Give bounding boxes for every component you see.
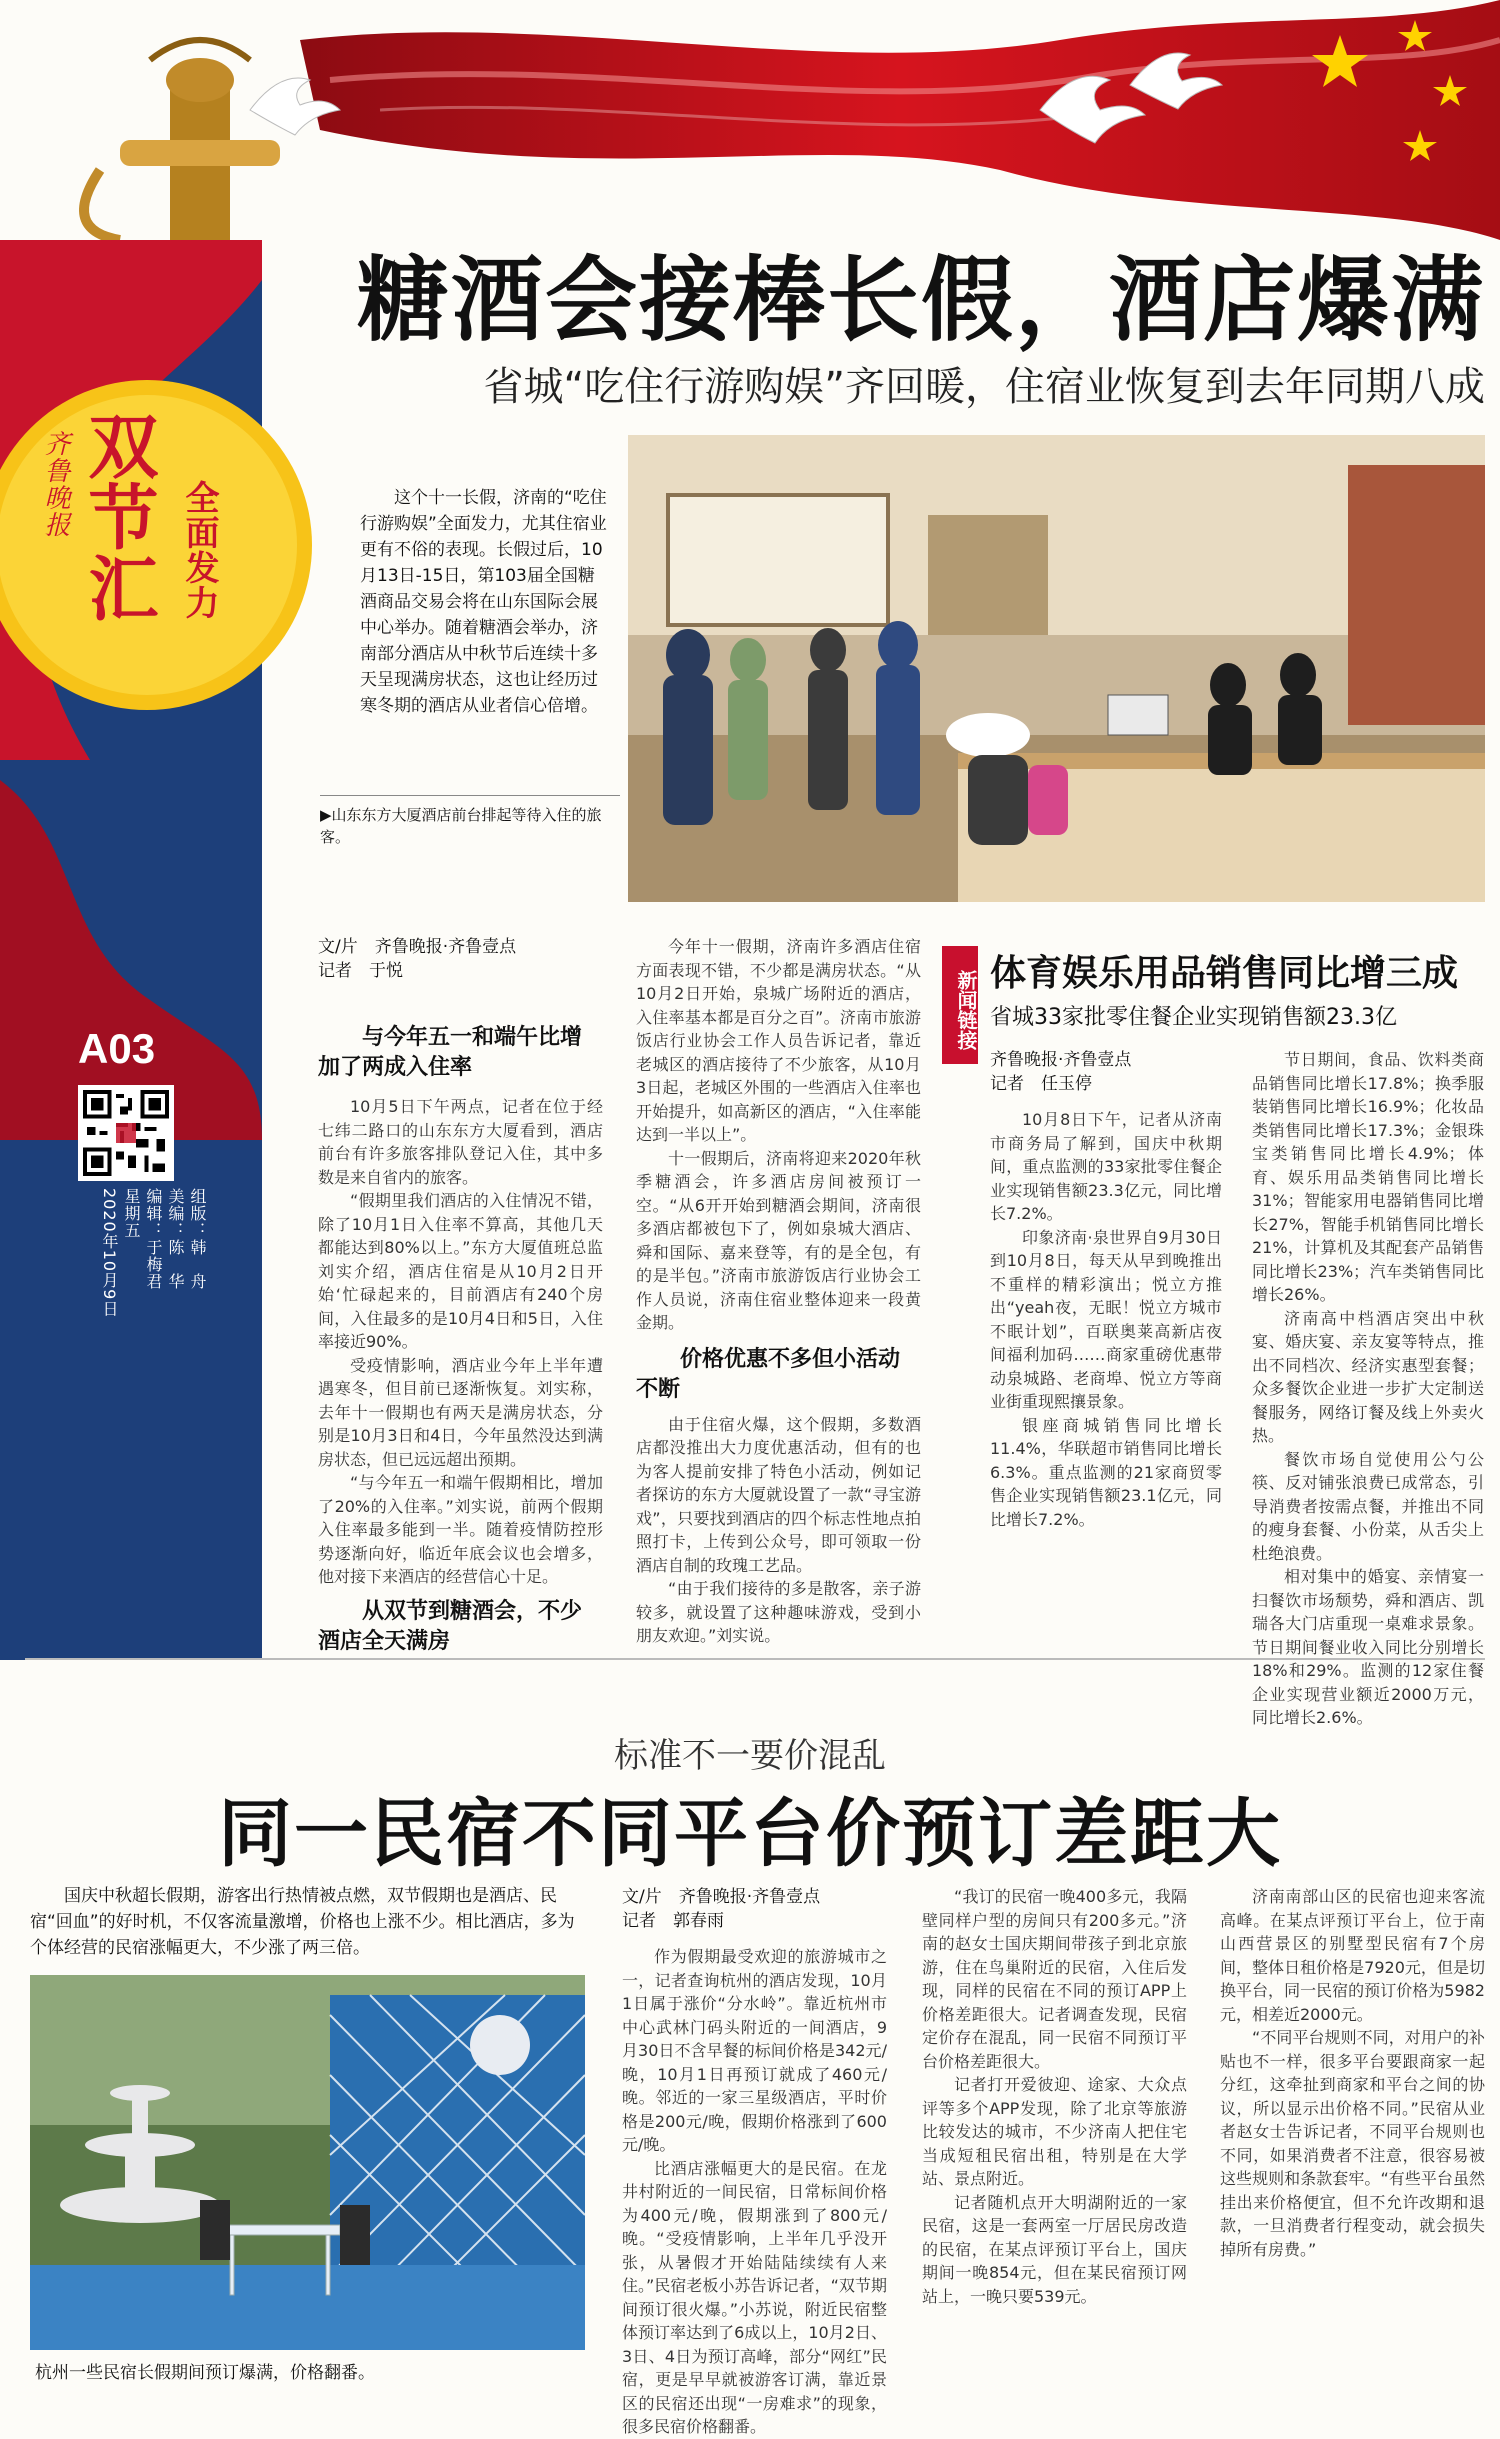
article2-byline-source: 文/片 齐鲁晚报·齐鲁壹点	[622, 1887, 821, 1907]
article1-subhead2: 从双节到糖酒会，不少酒店全天满房	[318, 1598, 583, 1654]
sidebar-byline-reporter: 记者 任玉停	[990, 1074, 1092, 1094]
banner-graphic	[0, 0, 1500, 240]
article1-paragraph: “与今年五一和端午假期相比，增加了20%的入住率。”刘实说，前两个假期入住率最多能到一半。随着疫情防控形势逐渐向好，临近年底会议也会增多，他对接下来酒店的经营信心十足。	[318, 1473, 603, 1586]
credit-editor: 编辑：于梅君	[144, 1188, 163, 1290]
sidebar-column1	[990, 1048, 1222, 1531]
main-subheadline: 省城“吃住行游购娱”齐回暖，住宿业恢复到去年同期八成	[483, 364, 1485, 410]
sidebar-paragraph: 印象济南·泉世界自9月30日到10月8日，每天从早到晚推出不重样的精彩演出；悦立方推出“yeah夜，无眠！悦立方城市不眠计划”，百联奥莱高新店夜间福利加码……商家重磅优惠带动泉城路、老商埠、悦立方等商业街重现熙攘景象。	[990, 1227, 1222, 1411]
sidebar-column2	[1252, 1048, 1484, 1730]
column-slogan: 全面发力	[179, 480, 219, 620]
article1-paragraph: 由于住宿火爆，这个假期，多数酒店都没推出大力度优惠活动，但有的也为客人提前安排了特色小活动，例如记者探访的东方大厦就设置了一款“寻宝游戏”，只要找到酒店的四个标志性地点拍照打卡，上传到公众号，即可领取一份酒店自制的玫瑰工艺品。	[636, 1414, 921, 1575]
sidebar-paragraph: 相对集中的婚宴、亲情宴一扫餐饮市场颓势，舜和酒店、凯瑞各大门店重现一桌难求景象。节日期间餐业收入同比分别增长18%和29%。监测的12家住餐企业实现营业额近2000万元，同比增长2.6%。	[1252, 1567, 1484, 1727]
section-divider	[25, 1658, 1485, 1660]
sidebar-title: 体育娱乐用品销售同比增三成	[990, 953, 1459, 994]
article1-column2	[636, 935, 921, 1648]
article2-column3	[1220, 1885, 1485, 2261]
article2-headline: 同一民宿不同平台价预订差距大	[218, 1791, 1282, 1877]
photo-caption: ▶山东东方大厦酒店前台排起等待入住的旅客。	[320, 795, 620, 848]
column-title: 双节汇	[77, 410, 159, 623]
article2-lead: 国庆中秋超长假期，游客出行热情被点燃，双节假期也是酒店、民宿“回血”的好时机，不仅客流量激增，价格也上涨不少。相比酒店，多为个体经营的民宿涨幅更大，不少涨了两三倍。	[30, 1886, 575, 1958]
sidebar-paragraph: 银座商城销售同比增长11.4%，华联超市销售同比增长6.3%。重点监测的21家商贸零售企业实现销售额23.1亿元，同比增长7.2%。	[990, 1415, 1222, 1529]
article1-subhead1: 与今年五一和端午比增加了两成入住率	[318, 1025, 583, 1080]
article2-paragraph: 作为假期最受欢迎的旅游城市之一，记者查询杭州的酒店发现，10月1日属于涨价“分水岭”。靠近杭州市中心武林门码头附近的一间酒店，9月30日不含早餐的标间价格是342元/晚，10月1日再预订就成了460元/晚。邻近的一家三星级酒店，平时价格是200元/晚，假期价格涨到了600元/晚。	[622, 1947, 887, 2154]
sidebar-byline-source: 齐鲁晚报·齐鲁壹点	[990, 1050, 1132, 1070]
hotel-lobby-photo	[628, 435, 1485, 902]
byline-source: 文/片 齐鲁晚报·齐鲁壹点	[318, 937, 517, 957]
article1-paragraph: “由于我们接待的多是散客，亲子游较多，就设置了这种趣味游戏，受到小朋友欢迎。”刘实说。	[636, 1579, 921, 1645]
credit-art: 美编：陈 华	[166, 1188, 185, 1290]
homestay-courtyard-photo	[30, 1975, 585, 2350]
article2-column1	[622, 1885, 887, 2439]
credit-date: 2020年10月9日	[100, 1188, 119, 1318]
sidebar-paragraph: 济南高中档酒店突出中秋宴、婚庆宴、亲友宴等特点，推出不同档次、经济实惠型套餐；众多餐饮企业进一步扩大定制送餐服务，网络订餐及线上外卖火热。	[1252, 1308, 1484, 1445]
article1-paragraph: 10月5日下午两点，记者在位于经七纬二路口的山东东方大厦看到，酒店前台有许多旅客排队登记入住，其中多数是来自省内的旅客。	[318, 1097, 603, 1187]
sidebar-paragraph: 10月8日下午，记者从济南市商务局了解到，国庆中秋期间，重点监测的33家批零住餐企业实现销售额23.3亿元，同比增长7.2%。	[990, 1110, 1222, 1223]
article2-kicker: 标准不一要价混乱	[614, 1736, 886, 1776]
editorial-credits	[86, 1188, 206, 1418]
sidebar-paragraph: 餐饮市场自觉使用公勺公筷、反对铺张浪费已成常态，引导消费者按需点餐，并推出不同的瘦身套餐、小份菜，从舌尖上杜绝浪费。	[1252, 1449, 1484, 1563]
article2-paragraph: 比酒店涨幅更大的是民宿。在龙井村附近的一间民宿，日常标间价格为400元/晚，假期涨到了800元/晚。“受疫情影响，上半年几乎没开张，从暑假才开始陆陆续续有人来住。”民宿老板小苏告诉记者，“双节期间预订很火爆。”小苏说，附近民宿整体预订率达到了6成以上，10月2日、3日、4日为预订高峰，部分“网红”民宿，更是早早就被游客订满，靠近景区的民宿还出现“一房难求”的现象，很多民宿价格翻番。	[622, 2158, 887, 2436]
article1-paragraph: 受疫情影响，酒店业今年上半年遭遇寒冬，但目前已逐渐恢复。刘实称，去年十一假期也有两天是满房状态，分别是10月3日和4日，今年虽然没达到满房状态，但已远远超出预期。	[318, 1355, 603, 1469]
article1-paragraph: 十一假期后，济南将迎来2020年秋季糖酒会，许多酒店房间被预订一空。“从6开开始到糖酒会期间，济南很多酒店都被包下了，例如泉城大酒店、舜和国际、嘉来登等，有的是全包，有的是半包。”济南市旅游饭店行业协会工作人员说，济南住宿业整体迎来一段黄金期。	[636, 1148, 921, 1332]
credit-layout: 组版：韩 舟	[188, 1188, 207, 1290]
article1-column1	[318, 935, 603, 1657]
article2-column2	[922, 1885, 1187, 2308]
article2-paragraph: “我订的民宿一晚400多元，我隔壁同样户型的房间只有200多元。”济南的赵女士国庆期间带孩子到北京旅游，住在鸟巢附近的民宿，入住后发现，同样的民宿在不同的预订APP上价格差距很大。记者调查发现，民宿定价存在混乱，同一民宿不同预订平台价格差距很大。	[922, 1887, 1187, 2071]
news-link-tag: 新闻链接	[942, 946, 978, 1064]
credit-weekday: 星期五	[122, 1188, 141, 1239]
paper-name: 齐鲁晚报	[40, 430, 70, 538]
article2-paragraph: 记者打开爱彼迎、途家、大众点评等多个APP发现，除了北京等旅游比较发达的城市，不少济南人把住宅当成短租民宿出租，特别是在大学站、景点附近。	[922, 2075, 1187, 2188]
sidebar-subtitle: 省城33家批零住餐企业实现销售额23.3亿	[990, 1005, 1397, 1030]
qr-code-icon[interactable]	[78, 1085, 174, 1181]
lead-paragraph: 这个十一长假，济南的“吃住行游购娱”全面发力，尤其住宿业更有不俗的表现。长假过后，10月13日-15日，第103届全国糖酒商品交易会将在山东国际会展中心举办。随着糖酒会举办，济南部分酒店从中秋节后连续十多天呈现满房状态，这也让经历过寒冬期的酒店从业者信心倍增。	[360, 488, 607, 716]
article2-paragraph: 记者随机点开大明湖附近的一家民宿，这是一套两室一厅居民房改造的民宿，在某点评预订平台上，国庆期间一晚854元，但在某民宿预订网站上，一晚只要539元。	[922, 2192, 1187, 2306]
main-headline: 糖酒会接棒长假，酒店爆满	[356, 246, 1485, 354]
article2-paragraph: 济南南部山区的民宿也迎来客流高峰。在某点评预订平台上，位于南山西营景区的别墅型民宿有7个房间，整体日租价格是7920元，但是切换平台，同一民宿的预订价格为5982元，相差近2000元。	[1220, 1887, 1485, 2024]
article1-subhead3: 价格优惠不多但小活动不断	[636, 1346, 901, 1402]
article1-paragraph: 今年十一假期，济南许多酒店住宿方面表现不错，不少都是满房状态。“从10月2日开始，泉城广场附近的酒店，入住率基本都是百分之百”。济南市旅游饭店行业协会工作人员告诉记者，靠近老城区的酒店接待了不少旅客，从10月3日起，老城区外围的一些酒店入住率也开始提升，如高新区的酒店，“入住率能达到一半以上”。	[636, 937, 921, 1144]
article1-paragraph: “假期里我们酒店的入住情况不错，除了10月1日入住率不算高，其他几天都能达到80%以上。”东方大厦值班总监刘实介绍，酒店住宿是从10月2日开始‘忙碌起来的，目前酒店有240个房间，入住最多的是10月4日和5日，入住率接近90%。	[318, 1191, 603, 1351]
sidebar-paragraph: 节日期间，食品、饮料类商品销售同比增长17.8%；换季服装销售同比增长16.9%；化妆品类销售同比增长17.3%；金银珠宝类销售同比增长4.9%；体育、娱乐用品类销售同比增长31%；智能家用电器销售同比增长27%，智能手机销售同比增长21%，计算机及其配套产品销售同比增长23%；汽车类销售同比增长26%。	[1252, 1050, 1484, 1304]
section-code: A03	[78, 1025, 156, 1072]
article2-paragraph: “不同平台规则不同，对用户的补贴也不一样，很多平台要跟商家一起分红，这牵扯到商家和平台之间的协议，所以显示出价格不同。”民宿从业者赵女士告诉记者，不同平台规则也不同，如果消费者不注意，很容易被这些规则和条款套牢。“有些平台虽然挂出来价格便宜，但不允许改期和退款，一旦消费者行程变动，就会损失掉所有房费。”	[1220, 2028, 1485, 2259]
article2-photo-caption: 杭州一些民宿长假期间预订爆满，价格翻番。	[35, 2363, 375, 2383]
article2-byline-reporter: 记者 郭春雨	[622, 1911, 724, 1931]
byline-reporter: 记者 于悦	[318, 961, 403, 981]
top-banner	[0, 0, 1500, 240]
